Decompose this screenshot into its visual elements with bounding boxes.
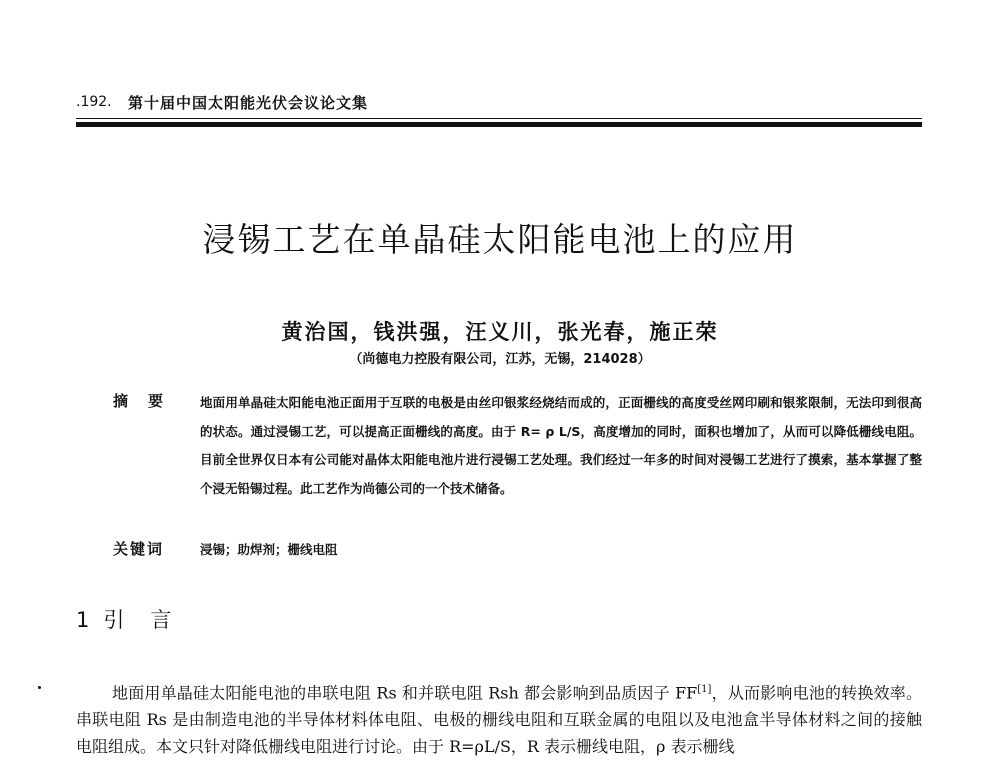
section-title: 引言 [103,608,198,632]
margin-mark [38,686,41,689]
running-header [76,90,922,130]
paper-title: 浸锡工艺在单晶硅太阳能电池上的应用 [202,220,798,259]
author-list: 黄治国，钱洪强，汪义川，张光春，施正荣 [281,319,719,344]
page-number: .192. [76,94,112,110]
abstract-label: 摘要 [113,392,184,410]
intro-text-part2: ，从而影响电池的转换效率。串联电阻 Rs 是由制造电池的半导体材料体电阻、电极的栅线电阻和互联金属的电阻以及电池盒半导体材料之间的接触电阻组成。本文只针对降低栅线电阻进行讨论。由于 R=ρL/S，R 表示栅线电阻，ρ 表示栅线 [76,683,922,757]
keywords-text: 浸锡；助焊剂；栅线电阻 [200,542,338,557]
header-rule-thick [76,122,922,127]
header-rule-thin [76,118,922,119]
section-number: 1 [76,608,90,632]
keywords-label: 关键词 [113,540,165,558]
intro-paragraph [76,676,922,760]
intro-text-part1: 地面用单晶硅太阳能电池的串联电阻 Rs 和并联电阻 Rsh 都会影响到品质因子 FF [112,683,698,703]
abstract-text: 地面用单晶硅太阳能电池正面用于互联的电极是由丝印银浆经烧结而成的，正面栅线的高度受丝网印刷和银浆限制，无法印到很高的状态。通过浸锡工艺，可以提高正面栅线的高度。由于 R= ρ L/S，高度增加的同时，面积也增加了，从而可以降低栅线电阻。目前全世界仅日本有公司能对晶体太阳能电池片进行浸锡工艺处理。我们经过一年多的时间对浸锡工艺进行了摸索，基本掌握了整个浸无铅锡过程。此工艺作为尚德公司的一个技术储备。 [200,395,922,496]
section-heading [76,604,197,634]
running-title: 第十届中国太阳能光伏会议论文集 [128,94,369,112]
citation-ref: [1] [697,684,712,695]
affiliation: （尚德电力控股有限公司，江苏，无锡，214028） [349,352,651,367]
